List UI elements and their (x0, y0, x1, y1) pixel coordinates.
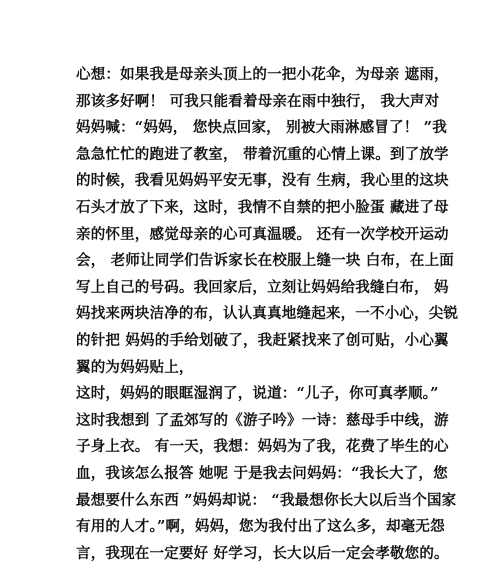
text-line-6: 石头才放了下来，这时，我情不自禁的把小脸蛋 藏进了母 (76, 198, 449, 216)
text-line-7: 亲的怀里，感觉母亲的心可真温暖。 还有一次学校开运动 (76, 225, 449, 243)
text-line-17: 最想要什么东西 ”妈妈却说： “我最想你长大以后当个国家 (76, 491, 457, 509)
text-line-14: 这时我想到 了孟郊写的《游子吟》一诗：慈母手中线，游 (76, 411, 449, 429)
text-line-5: 的时候，我看见妈妈平安无事，没有 生病，我心里的这块 (76, 172, 449, 190)
text-line-12: 翼的为妈妈贴上， (76, 358, 194, 376)
text-line-18: 有用的人才。”啊，妈妈，您为我付出了这么多，却毫无怨 (76, 518, 445, 536)
text-line-11: 的针把 妈妈的手给划破了，我赶紧找来了创可贴，小心翼 (76, 331, 449, 349)
text-line-1: 心想：如果我是母亲头顶上的一把小花伞，为母亲 遮雨， (76, 66, 449, 83)
text-line-13: 这时，妈妈的眼眶湿润了，说道：“儿子，你可真孝顺。” (76, 385, 439, 403)
text-line-9: 写上自己的号码。我回家后，立刻让妈妈给我缝白布， 妈 (76, 278, 449, 296)
text-line-19: 言，我现在一定要好 好学习，长大以后一定会孝敬您的。 (76, 544, 449, 562)
text-line-10: 妈找来两块洁净的布，认认真真地缝起来，一不小心，尖锐 (76, 305, 459, 323)
text-line-2: 那该多好啊！ 可我只能看着母亲在雨中独行， 我大声对 (76, 92, 440, 110)
text-line-15: 子身上衣。 有一天，我想：妈妈为了我，花费了毕生的心 (76, 438, 449, 456)
essay-body (76, 62, 459, 567)
text-line-4: 急急忙忙的跑进了教室， 带着沉重的心情上课。到了放学 (76, 145, 449, 163)
text-line-16: 血，我该怎么报答 她呢 于是我去问妈妈：“我长大了，您 (76, 464, 448, 482)
text-line-3: 妈妈喊：“妈妈， 您快点回家， 别被大雨淋感冒了！ ”我 (76, 119, 447, 137)
text-line-8: 会， 老师让同学们告诉家长在校服上缝一块 白布，在上面 (76, 252, 454, 270)
